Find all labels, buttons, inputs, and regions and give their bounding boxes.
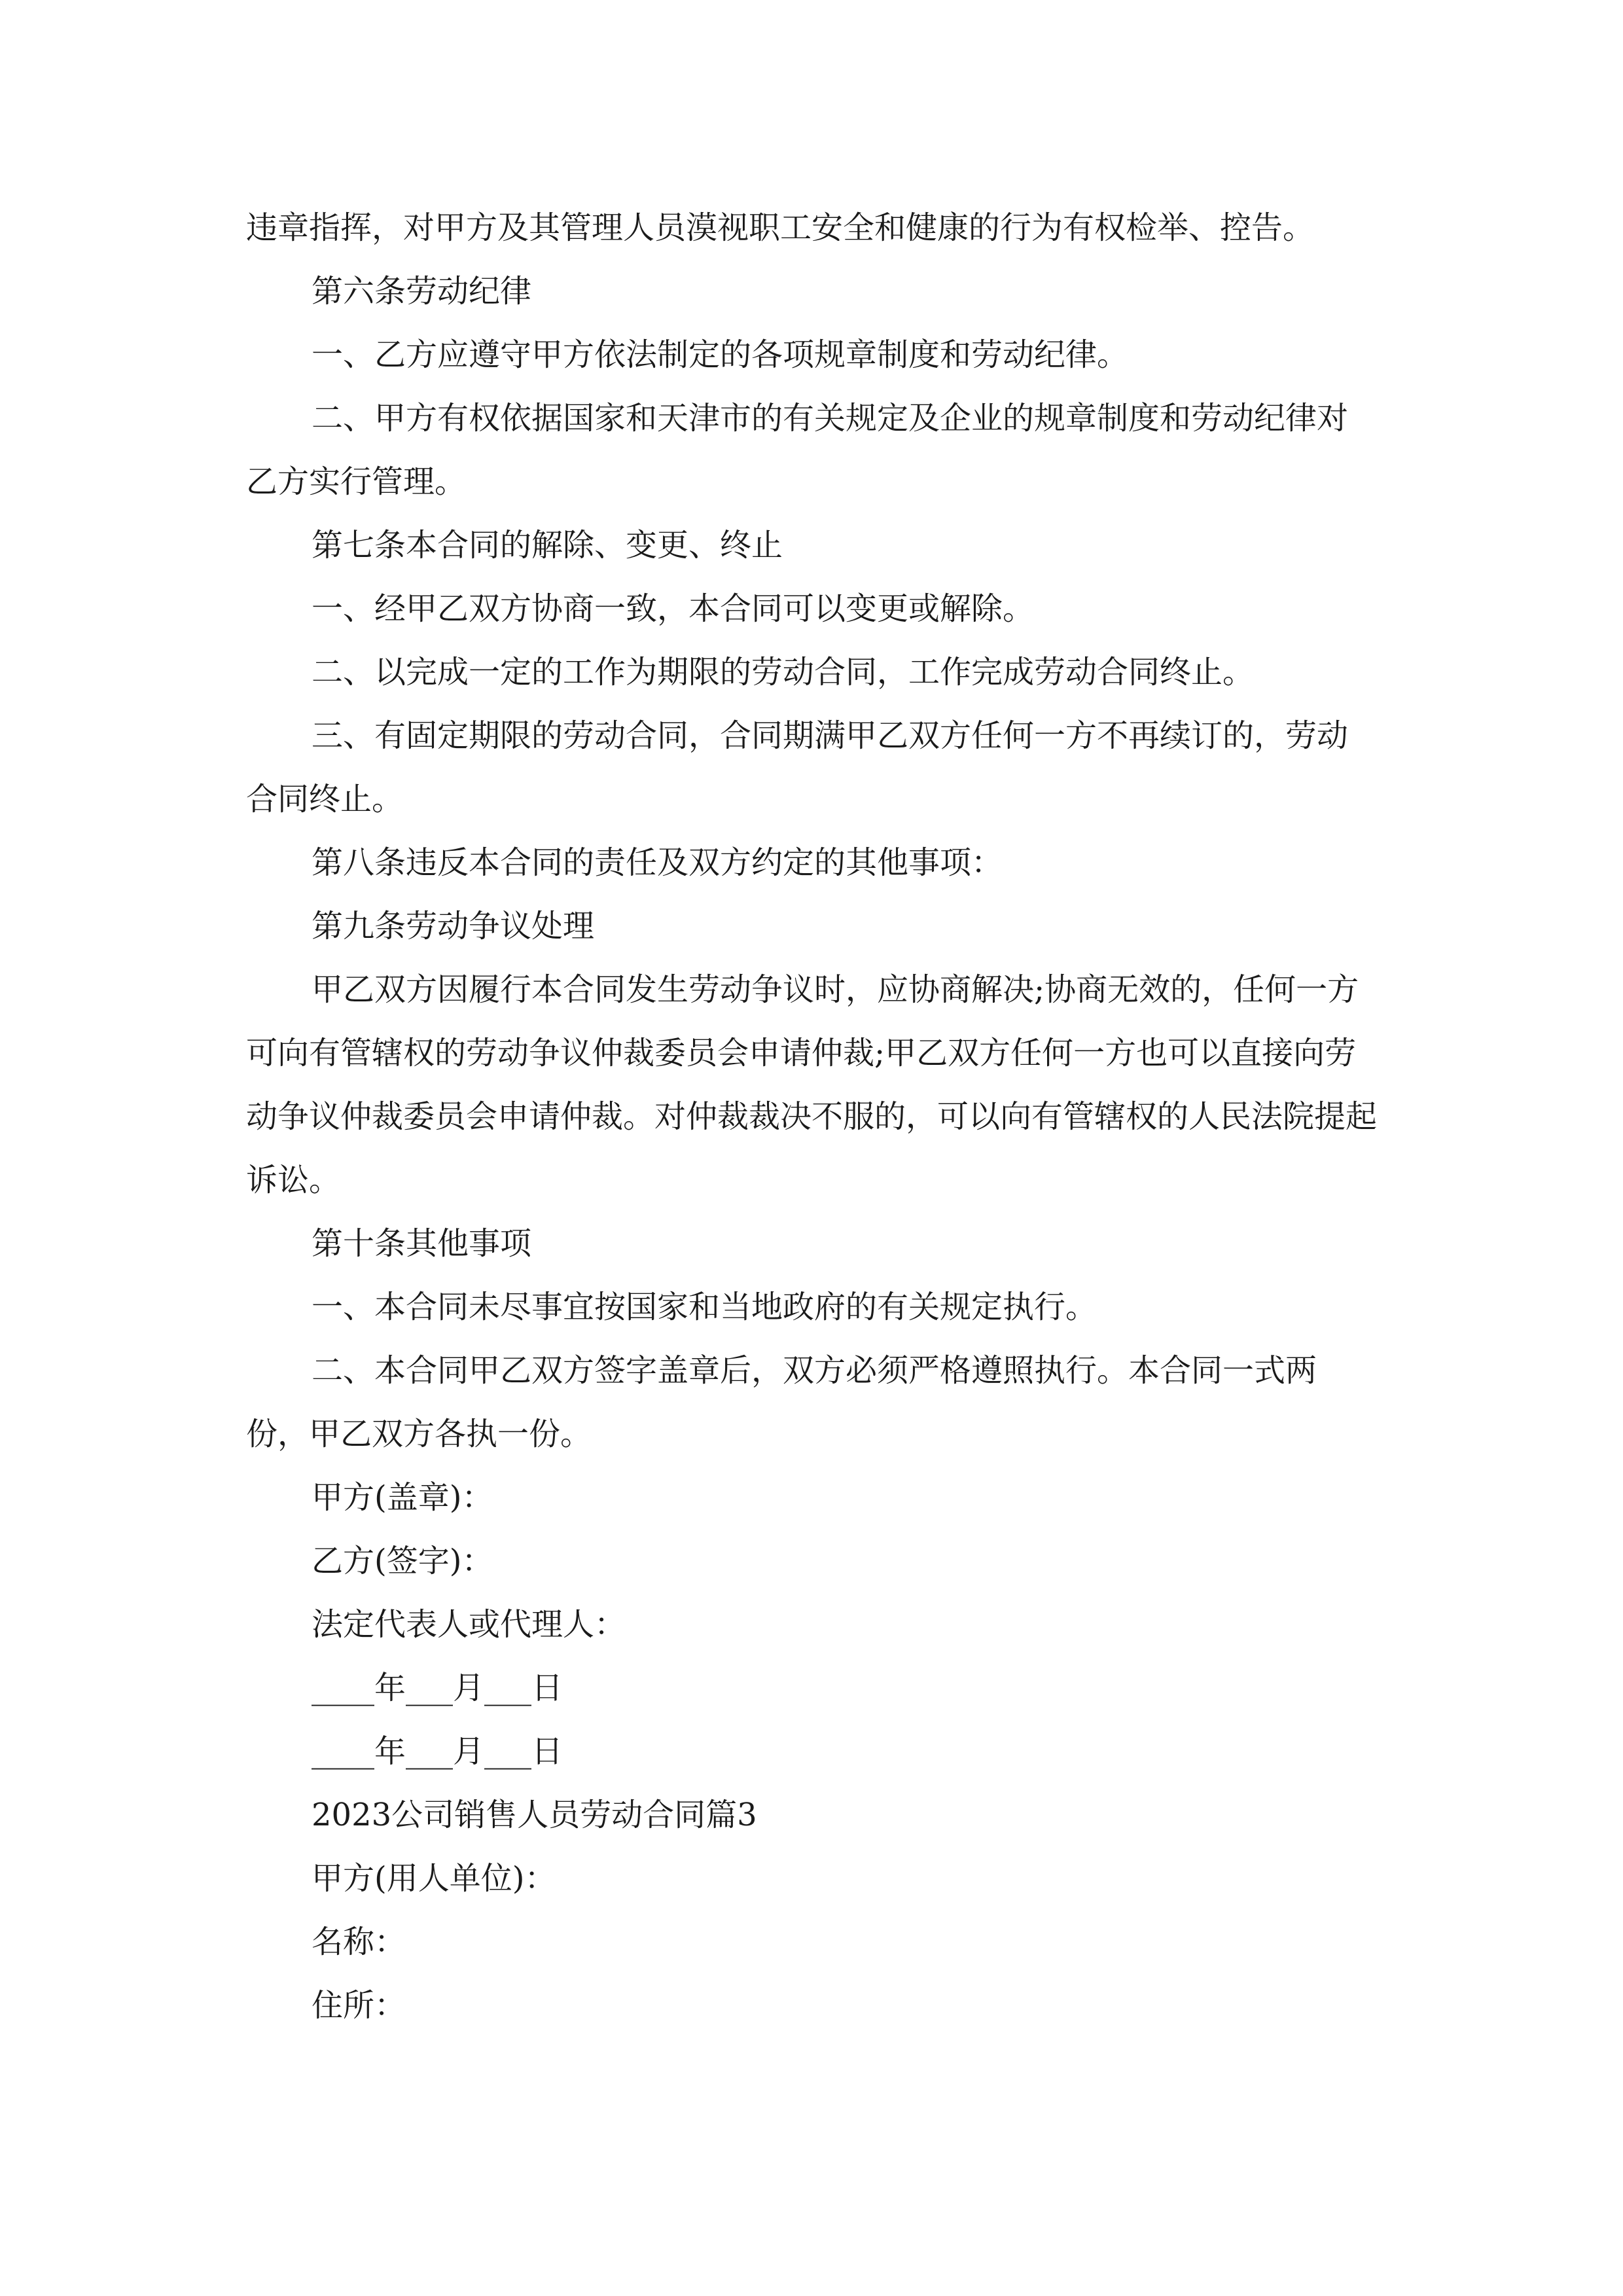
date-line-2: ____年___月___日 — [312, 1733, 563, 1770]
paragraph-10-2: 二、本合同甲乙双方签字盖章后，双方必须严格遵照执行。本合同一式两份，甲乙双方各执一份。 — [246, 1352, 1317, 1452]
legal-representative-line: 法定代表人或代理人： — [312, 1606, 626, 1643]
name-line: 名称： — [312, 1924, 406, 1960]
heading-article-8: 第八条违反本合同的责任及双方约定的其他事项： — [312, 844, 1003, 881]
address-line: 住所： — [312, 1987, 406, 2024]
paragraph-6-2: 二、甲方有权依据国家和天津市的有关规定及企业的规章制度和劳动纪律对乙方实行管理。 — [246, 400, 1349, 500]
party-a-employer-line: 甲方(用人单位)： — [312, 1860, 556, 1897]
heading-article-10: 第十条其他事项 — [312, 1225, 532, 1262]
date-line-1: ____年___月___日 — [312, 1670, 563, 1706]
paragraph-7-1: 一、经甲乙双方协商一致，本合同可以变更或解除。 — [312, 590, 1035, 627]
paragraph-9-1: 甲乙双方因履行本合同发生劳动争议时，应协商解决;协商无效的，任何一方可向有管辖权的劳动争议仲裁委员会申请仲裁;甲乙双方任何一方也可以直接向劳动争议仲裁委员会申请仲裁。对仲裁裁决不服的，可以向有管辖权的人民法院提起诉讼。 — [246, 971, 1378, 1198]
party-a-seal-line: 甲方(盖章)： — [312, 1479, 493, 1516]
heading-article-6: 第六条劳动纪律 — [312, 273, 532, 310]
heading-article-7: 第七条本合同的解除、变更、终止 — [312, 527, 783, 564]
section-title-contract-3: 2023公司销售人员劳动合同篇3 — [312, 1797, 757, 1833]
heading-article-9: 第九条劳动争议处理 — [312, 908, 595, 944]
paragraph-safety-report: 违章指挥，对甲方及其管理人员漠视职工安全和健康的行为有权检举、控告。 — [246, 209, 1315, 246]
paragraph-7-3: 三、有固定期限的劳动合同，合同期满甲乙双方任何一方不再续订的，劳动合同终止。 — [246, 717, 1349, 817]
paragraph-7-2: 二、以完成一定的工作为期限的劳动合同，工作完成劳动合同终止。 — [312, 654, 1255, 691]
party-b-signature-line: 乙方(签字)： — [312, 1543, 493, 1579]
document-body — [246, 196, 1378, 2037]
paragraph-6-1: 一、乙方应遵守甲方依法制定的各项规章制度和劳动纪律。 — [312, 336, 1129, 373]
paragraph-10-1: 一、本合同未尽事宜按国家和当地政府的有关规定执行。 — [312, 1289, 1097, 1325]
